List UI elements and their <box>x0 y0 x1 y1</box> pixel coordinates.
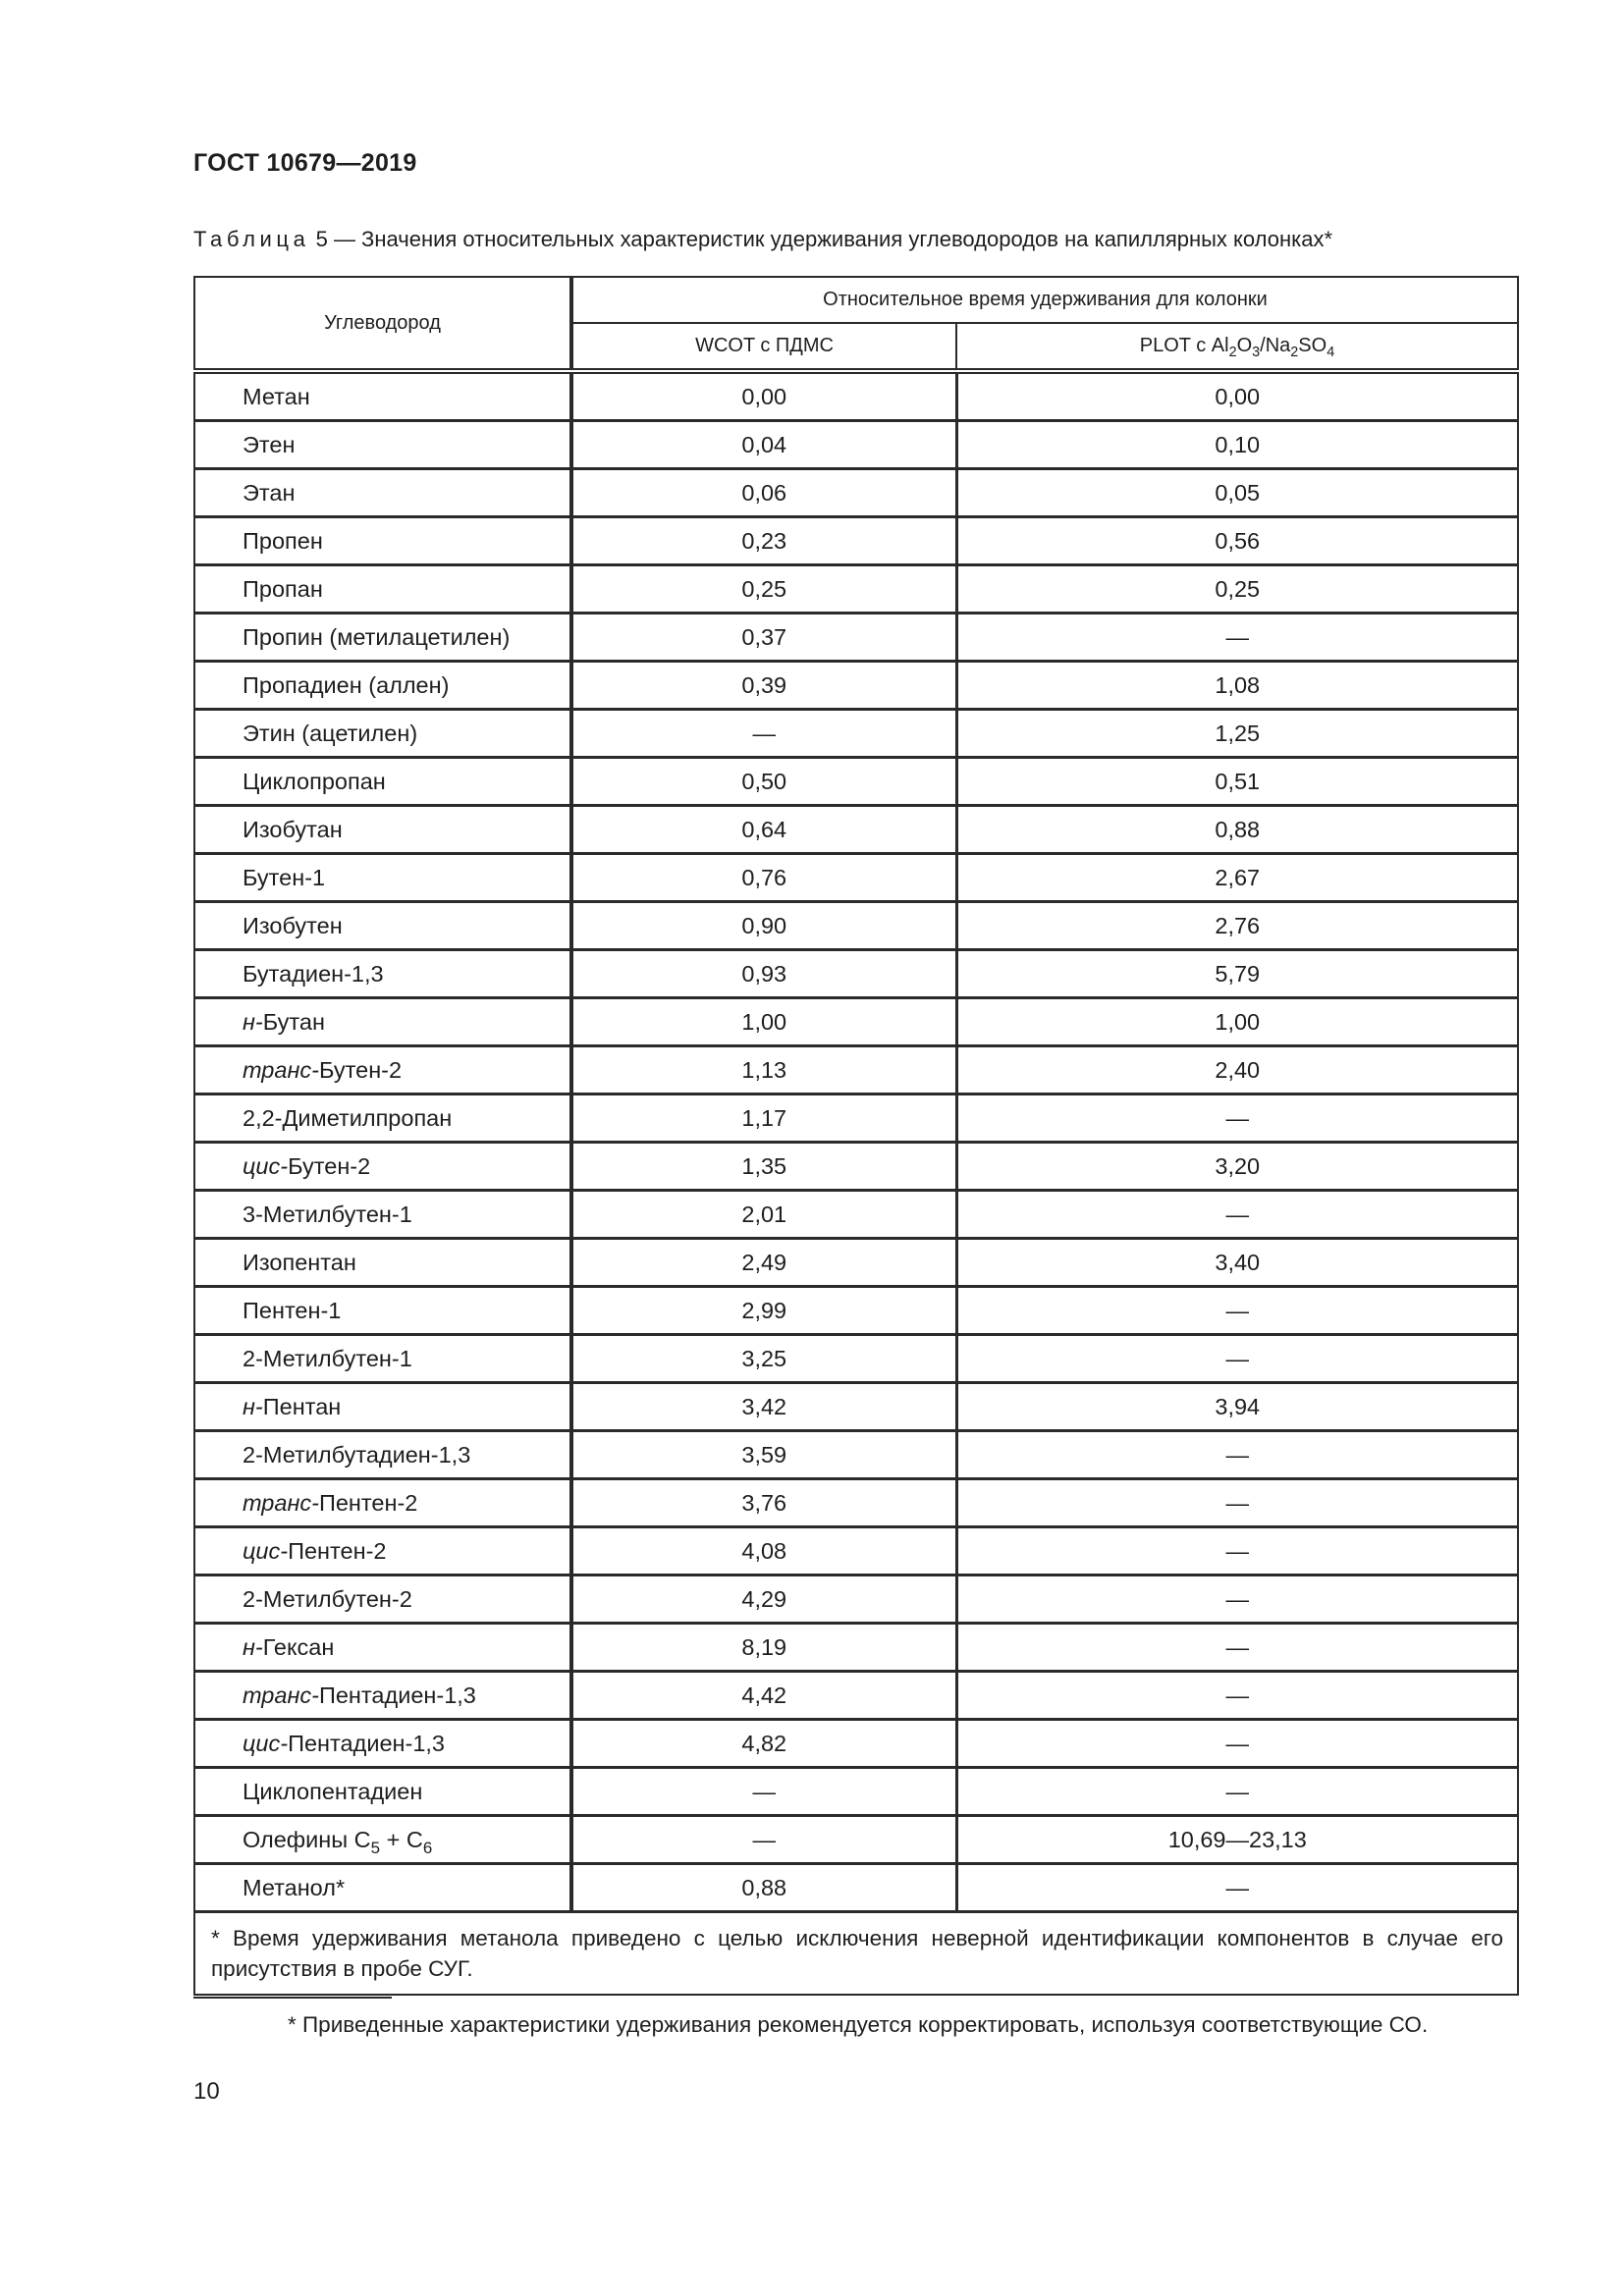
table-row <box>194 710 1518 758</box>
table-row <box>194 1527 1518 1575</box>
isomer-prefix: цис- <box>243 1537 289 1564</box>
hydrocarbon-name: Изопентан <box>243 1249 356 1275</box>
cell-wcot: 3,59 <box>571 1431 956 1479</box>
cell-hydrocarbon <box>194 421 571 469</box>
hydrocarbon-name: Гексан <box>262 1633 335 1660</box>
cell-hydrocarbon <box>194 1431 571 1479</box>
cell-wcot: 0,06 <box>571 469 956 517</box>
hydrocarbon-name: Пентен-2 <box>288 1537 387 1564</box>
cell-wcot: 8,19 <box>571 1624 956 1672</box>
cell-plot: — <box>956 1624 1518 1672</box>
cell-plot: 0,05 <box>956 469 1518 517</box>
cell-hydrocarbon <box>194 854 571 902</box>
cell-wcot: 0,25 <box>571 565 956 614</box>
cell-wcot: 0,64 <box>571 806 956 854</box>
isomer-prefix: транс- <box>243 1682 319 1708</box>
cell-hydrocarbon <box>194 710 571 758</box>
header-plot: PLOT с $Al_2O_3/Na_2SO_4$ <box>956 323 1518 371</box>
cell-wcot: 4,29 <box>571 1575 956 1624</box>
cell-hydrocarbon <box>194 1383 571 1431</box>
table-row <box>194 902 1518 950</box>
cell-wcot: 0,90 <box>571 902 956 950</box>
hydrocarbon-name: Пентен-1 <box>243 1297 342 1323</box>
cell-plot: 0,00 <box>956 371 1518 421</box>
cell-plot: 1,00 <box>956 998 1518 1046</box>
hydrocarbon-name: Бутан <box>262 1008 325 1035</box>
cell-plot: — <box>956 1191 1518 1239</box>
hydrocarbon-name: Изобутен <box>243 912 343 938</box>
cell-plot: 0,10 <box>956 421 1518 469</box>
cell-wcot: 3,76 <box>571 1479 956 1527</box>
table-row <box>194 806 1518 854</box>
table-caption-text: 5 — Значения относительных характеристик удерживания углеводородов на капиллярных колонках* <box>315 227 1333 251</box>
hydrocarbon-name: Пентен-2 <box>318 1489 418 1516</box>
cell-hydrocarbon: Метанол* <box>194 1864 571 1912</box>
table-row <box>194 1479 1518 1527</box>
header-hydrocarbon: Углеводород <box>194 277 571 371</box>
cell-wcot: 4,42 <box>571 1672 956 1720</box>
table-row <box>194 998 1518 1046</box>
cell-hydrocarbon <box>194 565 571 614</box>
cell-hydrocarbon <box>194 662 571 710</box>
cell-plot: 0,56 <box>956 517 1518 565</box>
cell-plot: — <box>956 1575 1518 1624</box>
cell-hydrocarbon <box>194 371 571 421</box>
document-code: ГОСТ 10679—2019 <box>193 149 417 177</box>
cell-wcot: 3,25 <box>571 1335 956 1383</box>
cell-plot: 1,08 <box>956 662 1518 710</box>
cell-plot: — <box>956 1431 1518 1479</box>
hydrocarbon-name: Пропан <box>243 575 323 602</box>
cell-wcot: 0,88 <box>571 1864 956 1912</box>
cell-hydrocarbon <box>194 806 571 854</box>
cell-plot: — <box>956 1864 1518 1912</box>
hydrocarbon-name: Пентадиен-1,3 <box>318 1682 476 1708</box>
cell-wcot: 0,76 <box>571 854 956 902</box>
table-row <box>194 1287 1518 1335</box>
cell-hydrocarbon <box>194 902 571 950</box>
isomer-prefix: н- <box>243 1008 263 1035</box>
isomer-prefix: цис- <box>243 1730 289 1756</box>
table-caption-label: Таблица <box>193 227 310 251</box>
isomer-prefix: н- <box>243 1633 263 1660</box>
hydrocarbon-name: Циклопентадиен <box>243 1778 423 1804</box>
cell-wcot: 2,01 <box>571 1191 956 1239</box>
table-row <box>194 1672 1518 1720</box>
cell-plot: — <box>956 1335 1518 1383</box>
cell-hydrocarbon <box>194 1624 571 1672</box>
cell-hydrocarbon <box>194 950 571 998</box>
cell-plot: 10,69—23,13 <box>956 1816 1518 1864</box>
hydrocarbon-name: 2,2-Диметилпропан <box>243 1104 453 1131</box>
cell-wcot: 0,50 <box>571 758 956 806</box>
cell-plot: — <box>956 614 1518 662</box>
cell-plot: 2,67 <box>956 854 1518 902</box>
footnote-divider <box>193 1997 392 1999</box>
table-note: * Время удерживания метанола приведено с целью исключения неверной идентификации компонентов в случае его присутствия в пробе СУГ. <box>194 1912 1518 1996</box>
cell-plot: — <box>956 1527 1518 1575</box>
cell-hydrocarbon <box>194 1191 571 1239</box>
cell-hydrocarbon <box>194 1239 571 1287</box>
table-row <box>194 1720 1518 1768</box>
table-row <box>194 1335 1518 1383</box>
hydrocarbon-name: Этен <box>243 431 296 457</box>
hydrocarbon-name: Метан <box>243 383 310 409</box>
cell-hydrocarbon <box>194 1046 571 1095</box>
hydrocarbon-name: Бутен-2 <box>318 1056 403 1083</box>
cell-hydrocarbon: Олефины $C_5 + C_6$ <box>194 1816 571 1864</box>
hydrocarbon-name: Бутадиен-1,3 <box>243 960 384 987</box>
cell-hydrocarbon <box>194 1527 571 1575</box>
cell-plot: — <box>956 1672 1518 1720</box>
cell-wcot: 2,49 <box>571 1239 956 1287</box>
table-row <box>194 421 1518 469</box>
hydrocarbon-name: Пентадиен-1,3 <box>288 1730 445 1756</box>
cell-plot: 2,40 <box>956 1046 1518 1095</box>
cell-hydrocarbon <box>194 1143 571 1191</box>
cell-wcot: 0,93 <box>571 950 956 998</box>
cell-hydrocarbon <box>194 1335 571 1383</box>
cell-wcot: — <box>571 710 956 758</box>
table-row <box>194 1143 1518 1191</box>
cell-wcot: 0,23 <box>571 517 956 565</box>
table-row <box>194 854 1518 902</box>
table-row <box>194 1431 1518 1479</box>
cell-wcot: 4,08 <box>571 1527 956 1575</box>
cell-plot: — <box>956 1768 1518 1816</box>
table-row <box>194 1046 1518 1095</box>
cell-plot: 2,76 <box>956 902 1518 950</box>
hydrocarbon-name: 2-Метилбутен-2 <box>243 1585 412 1612</box>
cell-hydrocarbon <box>194 758 571 806</box>
cell-plot: — <box>956 1479 1518 1527</box>
cell-wcot: 2,99 <box>571 1287 956 1335</box>
isomer-prefix: цис- <box>243 1152 289 1179</box>
footnote: * Приведенные характеристики удерживания рекомендуется корректировать, используя соответствующие СО. <box>288 2012 1429 2037</box>
cell-hydrocarbon <box>194 1672 571 1720</box>
cell-hydrocarbon <box>194 1575 571 1624</box>
hydrocarbon-name: Пентан <box>262 1393 342 1419</box>
cell-wcot: 1,13 <box>571 1046 956 1095</box>
cell-wcot: 4,82 <box>571 1720 956 1768</box>
cell-wcot: 0,37 <box>571 614 956 662</box>
cell-hydrocarbon <box>194 1768 571 1816</box>
table-note-row <box>194 1912 1518 1996</box>
cell-plot: 3,20 <box>956 1143 1518 1191</box>
table-caption <box>193 227 1519 252</box>
header-wcot: WCOT с ПДМС <box>571 323 956 371</box>
hydrocarbon-name: 3-Метилбутен-1 <box>243 1201 412 1227</box>
table-row <box>194 469 1518 517</box>
page-number: 10 <box>193 2078 220 2105</box>
table-row <box>194 371 1518 421</box>
cell-plot: — <box>956 1720 1518 1768</box>
cell-plot: — <box>956 1287 1518 1335</box>
cell-plot: 3,94 <box>956 1383 1518 1431</box>
cell-wcot: 1,35 <box>571 1143 956 1191</box>
table-row <box>194 950 1518 998</box>
cell-plot: — <box>956 1095 1518 1143</box>
table-row-olefins <box>194 1816 1518 1864</box>
hydrocarbon-name: Бутен-1 <box>243 864 326 890</box>
cell-plot: 1,25 <box>956 710 1518 758</box>
cell-plot: 3,40 <box>956 1239 1518 1287</box>
cell-wcot: 0,00 <box>571 371 956 421</box>
cell-hydrocarbon <box>194 1720 571 1768</box>
cell-wcot: 3,42 <box>571 1383 956 1431</box>
isomer-prefix: транс- <box>243 1056 319 1083</box>
table-row <box>194 1191 1518 1239</box>
cell-hydrocarbon <box>194 1287 571 1335</box>
table-row <box>194 758 1518 806</box>
cell-plot: 0,25 <box>956 565 1518 614</box>
cell-wcot: 1,00 <box>571 998 956 1046</box>
hydrocarbon-name: Бутен-2 <box>288 1152 371 1179</box>
table-row <box>194 1383 1518 1431</box>
table-row <box>194 1624 1518 1672</box>
table-row <box>194 614 1518 662</box>
hydrocarbon-name: Этан <box>243 479 296 506</box>
table-row <box>194 662 1518 710</box>
cell-hydrocarbon <box>194 469 571 517</box>
table-row <box>194 1095 1518 1143</box>
hydrocarbon-name: Изобутан <box>243 816 343 842</box>
cell-wcot: — <box>571 1816 956 1864</box>
hydrocarbon-name: Циклопропан <box>243 768 386 794</box>
table-row <box>194 1768 1518 1816</box>
cell-hydrocarbon <box>194 1095 571 1143</box>
cell-wcot: 0,39 <box>571 662 956 710</box>
table-row <box>194 1239 1518 1287</box>
hydrocarbon-name: Пропен <box>243 527 323 554</box>
isomer-prefix: транс- <box>243 1489 319 1516</box>
cell-hydrocarbon <box>194 614 571 662</box>
cell-wcot: 0,04 <box>571 421 956 469</box>
retention-table <box>193 276 1519 1996</box>
table-row <box>194 1575 1518 1624</box>
cell-wcot: — <box>571 1768 956 1816</box>
header-retention-group: Относительное время удерживания для колонки <box>571 277 1518 323</box>
hydrocarbon-name: 2-Метилбутен-1 <box>243 1345 412 1371</box>
cell-hydrocarbon <box>194 998 571 1046</box>
hydrocarbon-name: Пропадиен (аллен) <box>243 671 450 698</box>
cell-plot: 0,88 <box>956 806 1518 854</box>
cell-plot: 0,51 <box>956 758 1518 806</box>
isomer-prefix: н- <box>243 1393 263 1419</box>
table-row <box>194 517 1518 565</box>
cell-hydrocarbon <box>194 517 571 565</box>
cell-wcot: 1,17 <box>571 1095 956 1143</box>
hydrocarbon-name: Этин (ацетилен) <box>243 720 418 746</box>
cell-hydrocarbon <box>194 1479 571 1527</box>
table-row <box>194 565 1518 614</box>
cell-plot: 5,79 <box>956 950 1518 998</box>
hydrocarbon-name: 2-Метилбутадиен-1,3 <box>243 1441 471 1468</box>
table-row-methanol <box>194 1864 1518 1912</box>
hydrocarbon-name: Пропин (метилацетилен) <box>243 623 511 650</box>
